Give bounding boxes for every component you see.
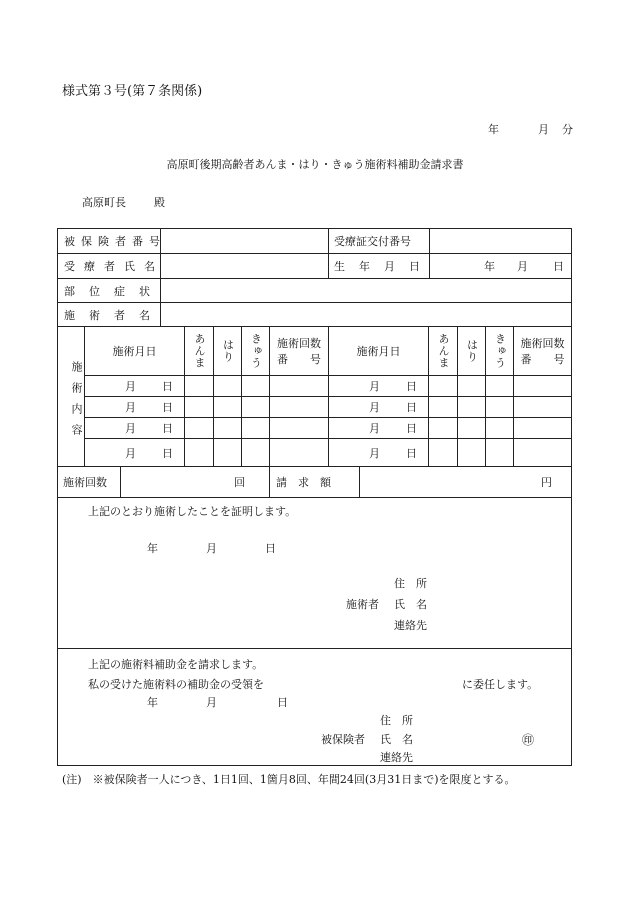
request-address-label: 住 所 [380,714,413,727]
info-and-treatment-table [57,228,572,467]
left-row1-month: 月 [125,380,136,393]
condition-label: 部位症状 [64,284,164,298]
form-number: 様式第３号(第７条関係) [62,84,203,99]
delegate-statement-pre: 私の受けた施術料の補助金の受領を [88,678,264,691]
right-row1-month: 月 [369,380,380,393]
addressee [82,194,165,210]
certification-section [57,497,572,649]
practitioner-field[interactable] [161,303,571,326]
request-role-label: 被保険者 [321,733,365,746]
left-row2-day: 日 [162,401,173,414]
footnote: (注) ※被保険者一人につき、1日1回、1箇月8回、年間24回(3月31日まで)を限度とする。 [62,773,516,786]
right-row4-day: 日 [406,447,417,460]
totals-table [57,466,572,498]
left-row4-day: 日 [162,447,173,460]
left-hari-header: はり [221,339,235,363]
right-kyu-header: きゅう [493,333,507,369]
seal-mark: ㊞ [522,733,535,747]
amount-label: 請 求 額 [276,476,331,489]
right-row3-day: 日 [406,422,417,435]
amount-unit: 円 [541,476,552,489]
birth-year-label: 年 [484,260,495,273]
left-kyu-header: きゅう [249,333,263,369]
right-count-header [514,327,571,375]
header-year-label: 年 [488,123,499,136]
certify-day-label: 日 [265,542,276,555]
amount-field[interactable] [360,467,571,497]
header-portion-label: 分 [562,123,573,136]
right-row4-month: 月 [369,447,380,460]
addressee-honorific: 殿 [154,196,165,209]
right-count-header-line2: 番 号 [520,353,565,366]
left-row1-day: 日 [162,380,173,393]
left-date-header: 施術月日 [112,345,157,358]
left-row3-day: 日 [162,422,173,435]
certify-address-label: 住 所 [394,577,427,590]
document-title: 高原町後期高齢者あんま・はり・きゅう施術料補助金請求書 [166,158,464,171]
birth-day-label: 日 [553,260,564,273]
left-anma-header: あんま [193,333,206,369]
request-name-label: 氏 名 [380,733,413,746]
practitioner-label: 施術者名 [64,308,164,322]
request-contact-label: 連絡先 [380,751,413,764]
patient-name-label: 受療者氏名 [64,260,164,273]
certify-name-label: 氏 名 [394,598,427,611]
right-row3-month: 月 [369,422,380,435]
request-statement: 上記の施術料補助金を請求します。 [88,658,264,671]
condition-field[interactable] [161,279,571,302]
right-anma-header: あんま [437,333,450,369]
left-count-header-line2: 番 号 [277,353,321,366]
total-count-label: 施術回数 [63,476,107,489]
total-count-unit: 回 [234,476,245,489]
request-day-label: 日 [277,696,288,709]
right-count-header-line1: 施術回数 [520,337,565,350]
right-hari-header: はり [465,339,479,363]
certify-role-label: 施術者 [346,598,379,611]
right-row1-day: 日 [406,380,417,393]
left-row2-month: 月 [125,401,136,414]
insured-number-field[interactable] [161,229,328,253]
birth-month-label: 月 [517,260,528,273]
right-row2-day: 日 [406,401,417,414]
request-section [57,648,572,766]
certify-year-label: 年 [147,542,158,555]
addressee-name: 高原町長 [82,196,126,209]
patient-name-field[interactable] [161,254,328,278]
left-row4-month: 月 [125,447,136,460]
total-count-field[interactable] [121,467,269,497]
request-year-label: 年 [147,696,158,709]
cert-number-field[interactable] [430,229,571,253]
request-month-label: 月 [206,696,217,709]
cert-number-label: 受療証交付番号 [334,235,411,248]
certify-contact-label: 連絡先 [394,619,427,632]
header-month-label: 月 [538,123,549,136]
delegate-statement-post: に委任します。 [462,678,539,691]
right-date-header: 施術月日 [356,345,401,358]
left-row3-month: 月 [125,422,136,435]
right-row2-month: 月 [369,401,380,414]
certify-statement: 上記のとおり施術したことを証明します。 [88,505,297,518]
certify-month-label: 月 [206,542,217,555]
insured-number-label: 被保険者番号 [64,235,166,248]
left-count-header [270,327,328,375]
birthdate-label: 生年月日 [334,260,434,273]
left-count-header-line1: 施術回数 [277,337,321,350]
treatment-section-label: 施術内容 [70,361,83,445]
